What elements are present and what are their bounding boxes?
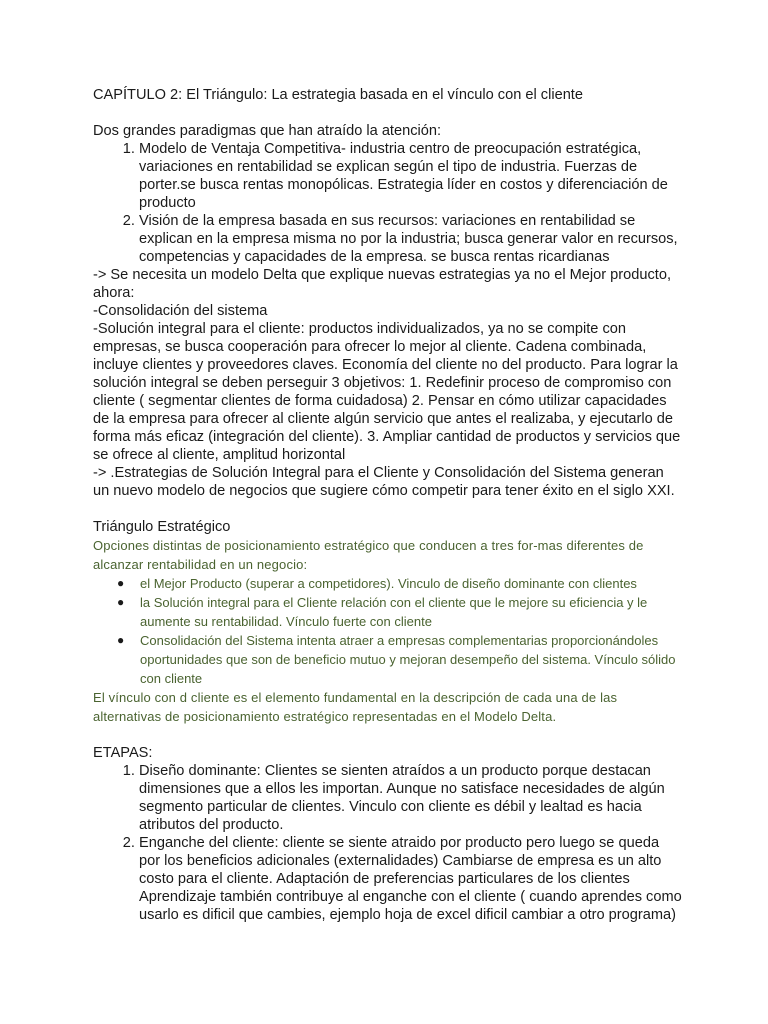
etapas-heading: ETAPAS: [93, 745, 153, 761]
paradigm-item: 1. Modelo de Ventaja Competitiva- industria centro de preocupación estratégica, variaciones en rentabilidad se explican según el tipo de industria. Fuerzas de porter.se busca rentas monopólicas. Estrategia líder en costos y diferenciación de producto [139, 140, 683, 212]
strategies-conclusion-text: -> .Estrategias de Solución Integral para el Cliente y Consolidación del Sistema generan un nuevo modelo de negocios que sugiere cómo competir para tener éxito en el siglo XXI. [93, 465, 675, 499]
paradigms-list [93, 140, 683, 266]
etapa-item: 1. Diseño dominante: Clientes se sienten atraídos a un producto porque destacan dimensiones que a ellos les importan. Aunque no satisface necesidades de algún segmento particular de clientes. Vinculo con cliente es débil y lealtad es hacia atributos del producto. [139, 762, 683, 834]
paradigms-intro: Dos grandes paradigmas que han atraído la atención: [93, 123, 442, 139]
triangle-option [117, 593, 683, 631]
triangle-option-text: el Mejor Producto (superar a competidores). Vinculo de diseño dominante con clientes [140, 576, 637, 591]
integral-solution-text: -Solución integral para el cliente: productos individualizados, ya no se compite con empresas, se busca cooperación para ofrecer lo mejor al cliente. Cadena combinada, incluye clientes y proveedores claves. Economía del cliente no del producto. Para lograr la solución integral se deben perseguir 3 objetivos: 1. Redefinir proceso de compromiso con cliente ( segmentar clientes de forma cuidadosa) 2. Pensar en cómo utilizar capacidades de la empresa para ofrecer al cliente algún servicio que antes el realizaba, y ejecutarlo de forma más eficaz (integración del cliente). 3. Ampliar cantidad de productos y servicios que se ofrece al cliente, amplitud horizontal [93, 321, 681, 463]
bullet-icon: ● [117, 633, 125, 647]
chapter-title: CAPÍTULO 2: El Triángulo: La estrategia basada en el vínculo con el cliente [93, 87, 583, 103]
consolidation-text: -Consolidación del sistema [93, 303, 268, 319]
triangle-option-text: Consolidación del Sistema intenta atraer a empresas complementarias proporcionándoles oportunidades que son de beneficio mutuo y mejoran desempeño del sistema. Vínculo sólido con cliente [140, 633, 676, 686]
document-body [93, 86, 683, 924]
etapa-item: 2. Enganche del cliente: cliente se siente atraido por producto pero luego se queda por los beneficios adicionales (externalidades) Cambiarse de empresa es un alto costo para el cliente. Adaptación de preferencias particulares de los clientes Aprendizaje también contribuye al enganche con el cliente ( cuando aprendes como usarlo es dificil que cambies, ejemplo hoja de excel dificil cambiar a otro programa) [139, 834, 683, 924]
triangle-heading: Triángulo Estratégico [93, 519, 231, 535]
bullet-icon: ● [117, 576, 125, 590]
triangle-option [117, 574, 683, 593]
etapas-list [93, 762, 683, 924]
bullet-icon: ● [117, 595, 125, 609]
triangle-option [117, 631, 683, 688]
triangle-closing: El vínculo con d cliente es el elemento fundamental en la descripción de cada una de las alternativas de posicionamiento estratégico representadas en el Modelo Delta. [93, 690, 618, 724]
delta-need-text: -> Se necesita un modelo Delta que explique nuevas estrategias ya no el Mejor producto, ahora: [93, 267, 672, 301]
triangle-option-text: la Solución integral para el Cliente relación con el cliente que le mejore su eficiencia y le aumente su rentabilidad. Vínculo fuerte con cliente [140, 595, 648, 629]
triangle-options-list [93, 574, 683, 688]
triangle-intro: Opciones distintas de posicionamiento estratégico que conducen a tres for-mas diferentes de alcanzar rentabilidad en un negocio: [93, 538, 644, 572]
paradigm-item: 2. Visión de la empresa basada en sus recursos: variaciones en rentabilidad se explican en la empresa misma no por la industria; busca generar valor en recursos, competencias y capacidades de la empresa. se busca rentas ricardianas [139, 212, 683, 266]
spacer [93, 500, 683, 518]
